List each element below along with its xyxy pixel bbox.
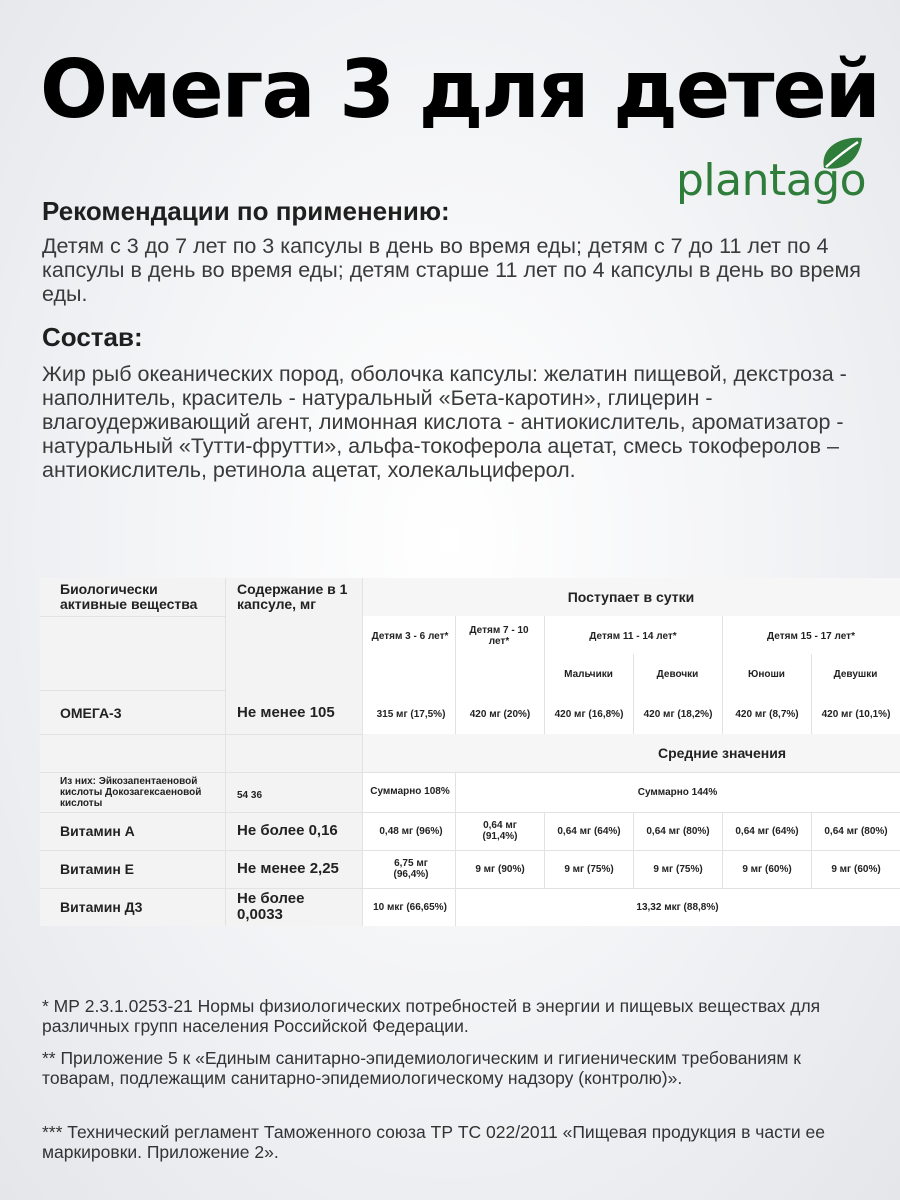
header-daily: Поступает в сутки (567, 588, 695, 605)
omega-value: 420 мг (18,2%) (643, 708, 713, 720)
footnote-1: * МР 2.3.1.0253-21 Нормы физиологических потребностей в энергии и пищевых веществах для различных групп населения Российской Федерации. (42, 996, 821, 1036)
composition-text: Жир рыб океанических пород, оболочка капсулы: желатин пищевой, декстроза - наполнитель, краситель - натуральный «Бета-каротин», глицерин - влагоудерживающий агент, лимонная кислота - антиокислитель, ароматизатор - натуральный «Тутти-фрутти», альфа-токоферола ацетат, смесь токоферолов – антиокислитель, ретинола ацетат, холекальциферол. (42, 362, 847, 482)
page-title: Омега 3 для детей (40, 43, 879, 136)
vitamin-e-value: 9 мг (75%) (653, 863, 703, 875)
footnote-2: ** Приложение 5 к «Единым санитарно-эпидемиологическим и гигиеническим требованиям к товарам, подлежащим санитарно-эпидемиологическому надзору (контролю)». (42, 1048, 801, 1088)
vitamin-e-value: 6,75 мг (96,4%) (393, 858, 429, 880)
usage-heading: Рекомендации по применению: (42, 196, 450, 226)
nutrition-table (40, 578, 900, 926)
vitamin-a-value: 0,64 мг (80%) (824, 825, 888, 837)
age-group-15-17: Детям 15 - 17 лет* (767, 630, 855, 642)
row-omega-name: ОМЕГА-3 (60, 705, 122, 721)
sub-group-youths: Юноши (748, 668, 785, 680)
age-group-11-14: Детям 11 - 14 лет* (589, 630, 677, 642)
omega-value: 315 мг (17,5%) (376, 708, 446, 720)
row-vitamin-d3-content: Не более 0,0033 (237, 890, 305, 923)
vitamin-e-value: 9 мг (60%) (742, 863, 792, 875)
vitamin-a-value: 0,48 мг (96%) (379, 825, 443, 837)
brand-name: plantago (676, 155, 867, 206)
usage-text: Детям с 3 до 7 лет по 3 капсулы в день во время еды; детям с 7 до 11 лет по 4 капсулы в день во время еды; детям старше 11 лет по 4 капсулы в день во время еды. (42, 234, 861, 306)
row-of-which-content: 54 36 (237, 789, 263, 801)
row-omega-content: Не менее 105 (237, 704, 335, 721)
row-vitamin-e-name: Витамин Е (60, 861, 135, 877)
vitamin-d3-rest: 13,32 мкг (88,8%) (636, 901, 719, 913)
sub-group-young-women: Девушки (833, 668, 878, 680)
vitamin-a-value: 0,64 мг (80%) (646, 825, 710, 837)
composition-heading: Состав: (42, 322, 143, 352)
vitamin-a-value: 0,64 мг (91,4%) (482, 820, 518, 842)
vitamin-e-value: 9 мг (60%) (831, 863, 881, 875)
header-substance: Биологически активные вещества (60, 581, 198, 612)
of-which-total-rest: Суммарно 144% (637, 786, 718, 798)
footnote-3: *** Технический регламент Таможенного союза ТР ТС 022/2011 «Пищевая продукция в части ее маркировки. Приложение 2». (42, 1122, 825, 1162)
vitamin-a-value: 0,64 мг (64%) (557, 825, 621, 837)
row-of-which-name: Из них: Эйкозапентаеновой кислоты Докозагексаеновой кислоты (60, 775, 202, 809)
age-group-3-6: Детям 3 - 6 лет* (371, 630, 449, 642)
age-group-7-10: Детям 7 - 10 лет* (469, 625, 529, 647)
vitamin-a-value: 0,64 мг (64%) (735, 825, 799, 837)
omega-value: 420 мг (20%) (469, 708, 531, 720)
row-vitamin-d3-name: Витамин Д3 (60, 899, 143, 915)
sub-group-boys: Мальчики (564, 668, 613, 680)
omega-value: 420 мг (8,7%) (735, 708, 799, 720)
row-vitamin-e-content: Не менее 2,25 (237, 860, 339, 877)
vitamin-e-value: 9 мг (90%) (475, 863, 525, 875)
row-vitamin-a-content: Не более 0,16 (237, 822, 338, 839)
row-vitamin-a-name: Витамин А (60, 823, 135, 839)
of-which-total-first: Суммарно 108% (370, 785, 450, 797)
brand-logo (676, 132, 876, 212)
vitamin-e-value: 9 мг (75%) (564, 863, 614, 875)
sub-group-girls: Девочки (656, 668, 699, 680)
header-content: Содержание в 1 капсуле, мг (237, 581, 348, 612)
omega-value: 420 мг (16,8%) (554, 708, 624, 720)
vitamin-d3-first: 10 мкг (66,65%) (373, 901, 447, 913)
average-label: Средние значения (657, 744, 787, 761)
omega-value: 420 мг (10,1%) (821, 708, 891, 720)
